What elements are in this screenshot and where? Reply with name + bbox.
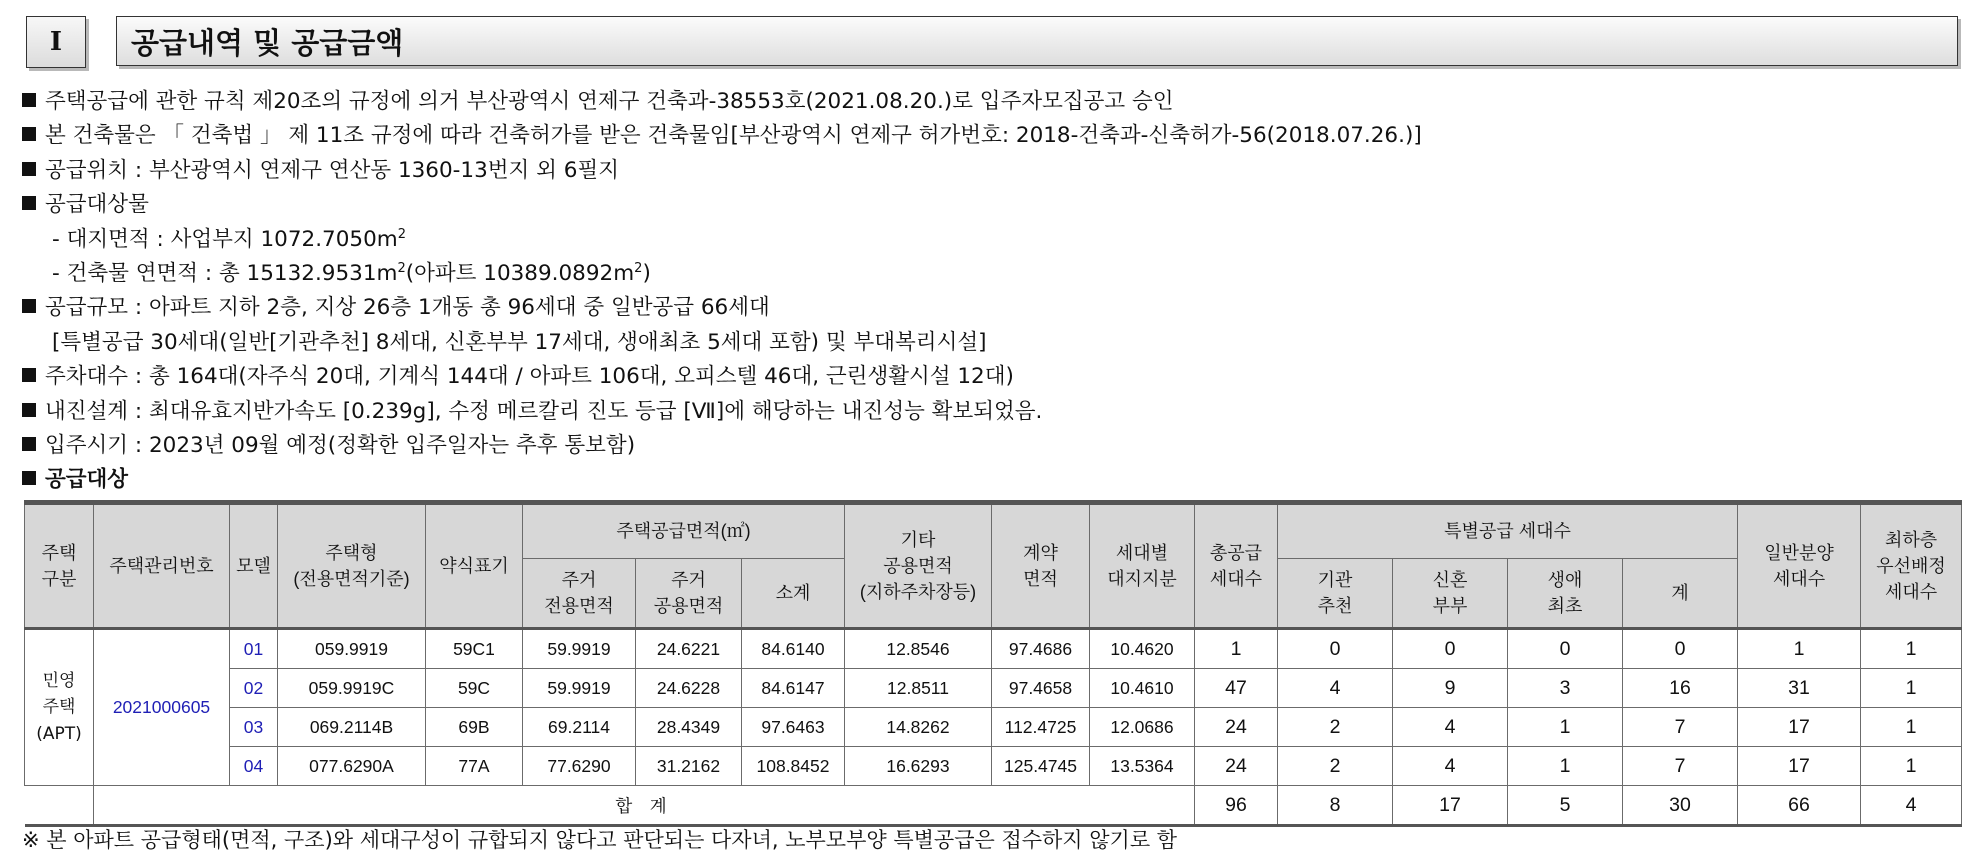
col-group-special-supply: 특별공급 세대수 [1278, 503, 1738, 559]
newlywed-cell: 9 [1393, 669, 1508, 708]
table-row [25, 708, 1962, 747]
col-lowest-floor-units: 최하층 우선배정 세대수 [1861, 503, 1962, 629]
supply-table [24, 500, 1962, 827]
lowest-floor-cell: 1 [1861, 747, 1962, 786]
institution-cell: 0 [1278, 629, 1393, 669]
col-special-sum: 계 [1623, 559, 1738, 629]
section-title: 공급내역 및 공급금액 [116, 16, 1958, 66]
model-cell: 02 [230, 669, 278, 708]
newlywed-sum: 17 [1393, 786, 1508, 826]
subtotal-cell: 84.6147 [742, 669, 845, 708]
land-share-cell: 10.4620 [1090, 629, 1195, 669]
other-area-cell: 14.8262 [845, 708, 992, 747]
general-units-sum: 66 [1738, 786, 1861, 826]
excl-area-cell: 69.2114 [523, 708, 636, 747]
other-area-cell: 16.6293 [845, 747, 992, 786]
other-area-cell: 12.8511 [845, 669, 992, 708]
abbr-cell: 69B [426, 708, 523, 747]
total-units-cell: 24 [1195, 747, 1278, 786]
model-cell: 03 [230, 708, 278, 747]
col-abbr: 약식표기 [426, 503, 523, 629]
col-institution: 기관 추천 [1278, 559, 1393, 629]
special-sum-cell: 7 [1623, 747, 1738, 786]
total-units-sum: 96 [1195, 786, 1278, 826]
site-area: - 대지면적 : 사업부지 $1072.7050m^2$ [52, 226, 406, 252]
institution-cell: 4 [1278, 669, 1393, 708]
footnote: ※ 본 아파트 공급형태(면적, 구조)와 세대구성이 규합되지 않다고 판단되는 다자녀, 노부모부양 특별공급은 접수하지 않기로 함 [22, 828, 1178, 852]
special-sum-cell: 7 [1623, 708, 1738, 747]
house-category-cell: 민영 주택 (APT) [25, 629, 94, 786]
special-sum-cell: 16 [1623, 669, 1738, 708]
bullet-parking: 주차대수 : 총 164대(자주식 20대, 기계식 144대 / 아파트 106대, 오피스텔 46대, 근린생활시설 12대) [22, 360, 1952, 394]
contract-area-cell: 97.4658 [992, 669, 1090, 708]
first-time-sum: 5 [1508, 786, 1623, 826]
house-type-cell: 059.9919 [278, 629, 426, 669]
total-row [25, 786, 1962, 826]
abbr-cell: 59C [426, 669, 523, 708]
table-row [25, 629, 1962, 669]
newlywed-cell: 4 [1393, 708, 1508, 747]
general-units-cell: 31 [1738, 669, 1861, 708]
lowest-floor-sum: 4 [1861, 786, 1962, 826]
table-row [25, 669, 1962, 708]
lowest-floor-cell: 1 [1861, 669, 1962, 708]
subtotal-cell: 108.8452 [742, 747, 845, 786]
contract-area-cell: 112.4725 [992, 708, 1090, 747]
abbr-cell: 77A [426, 747, 523, 786]
subtotal-cell: 84.6140 [742, 629, 845, 669]
lowest-floor-cell: 1 [1861, 708, 1962, 747]
bullet-approval: 주택공급에 관한 규칙 제20조의 규정에 의거 부산광역시 연제구 건축과-38553호(2021.08.20.)로 입주자모집공고 승인 [22, 85, 1952, 119]
section-number: I [26, 16, 86, 68]
first-time-cell: 3 [1508, 669, 1623, 708]
col-group-supply-area: 주택공급면적(㎡) [523, 503, 845, 559]
bullet-supply-object: 공급대상물 [22, 188, 1952, 222]
excl-area-cell: 59.9919 [523, 629, 636, 669]
general-units-cell: 17 [1738, 747, 1861, 786]
excl-area-cell: 59.9919 [523, 669, 636, 708]
col-excl-area: 주거 전용면적 [523, 559, 636, 629]
newlywed-cell: 0 [1393, 629, 1508, 669]
square-bullet-icon [22, 162, 36, 176]
col-newlywed: 신혼 부부 [1393, 559, 1508, 629]
bullet-move-in: 입주시기 : 2023년 09월 예정(정확한 입주일자는 추후 통보함) [22, 429, 1952, 463]
col-contract-area: 계약 면적 [992, 503, 1090, 629]
mgmt-no-cell: 2021000605 [94, 629, 230, 786]
col-house-type: 주택형 (전용면적기준) [278, 503, 426, 629]
bullet-building-permit: 본 건축물은 「 건축법 」 제 11조 규정에 따라 건축허가를 받은 건축물임[부산광역시 연제구 허가번호: 2018-건축과-신축허가-56(2018.07.26.)] [22, 119, 1952, 153]
col-general-units: 일반분양 세대수 [1738, 503, 1861, 629]
total-units-cell: 1 [1195, 629, 1278, 669]
col-subtotal: 소계 [742, 559, 845, 629]
col-common-area: 주거 공용면적 [636, 559, 742, 629]
first-time-cell: 1 [1508, 708, 1623, 747]
general-units-cell: 1 [1738, 629, 1861, 669]
contract-area-cell: 125.4745 [992, 747, 1090, 786]
square-bullet-icon [22, 403, 36, 417]
lowest-floor-cell: 1 [1861, 629, 1962, 669]
special-sum-cell: 0 [1623, 629, 1738, 669]
model-cell: 04 [230, 747, 278, 786]
total-units-cell: 47 [1195, 669, 1278, 708]
col-total-units: 총공급 세대수 [1195, 503, 1278, 629]
contract-area-cell: 97.4686 [992, 629, 1090, 669]
col-house-category: 주택 구분 [25, 503, 94, 629]
house-type-cell: 059.9919C [278, 669, 426, 708]
subtotal-cell: 97.6463 [742, 708, 845, 747]
bullet-location: 공급위치 : 부산광역시 연제구 연산동 1360-13번지 외 6필지 [22, 154, 1952, 188]
house-type-cell: 069.2114B [278, 708, 426, 747]
land-share-cell: 12.0686 [1090, 708, 1195, 747]
square-bullet-icon [22, 368, 36, 382]
institution-cell: 2 [1278, 747, 1393, 786]
bullet-supply-scale: 공급규모 : 아파트 지하 2층, 지상 26층 1개동 총 96세대 중 일반공급 66세대 [22, 291, 1952, 325]
excl-area-cell: 77.6290 [523, 747, 636, 786]
institution-cell: 2 [1278, 708, 1393, 747]
house-type-cell: 077.6290A [278, 747, 426, 786]
institution-sum: 8 [1278, 786, 1393, 826]
first-time-cell: 1 [1508, 747, 1623, 786]
square-bullet-icon [22, 471, 36, 485]
bullet-supply-target: 공급대상 [22, 463, 1952, 497]
col-other-common-area: 기타 공용면적 (지하주차장등) [845, 503, 992, 629]
newlywed-cell: 4 [1393, 747, 1508, 786]
model-cell: 01 [230, 629, 278, 669]
col-first-time: 생애 최초 [1508, 559, 1623, 629]
announcement-body [22, 85, 1952, 498]
col-land-share: 세대별 대지지분 [1090, 503, 1195, 629]
common-area-cell: 24.6221 [636, 629, 742, 669]
other-area-cell: 12.8546 [845, 629, 992, 669]
square-bullet-icon [22, 127, 36, 141]
total-label: 합 계 [94, 786, 1195, 826]
common-area-cell: 31.2162 [636, 747, 742, 786]
bullet-seismic: 내진설계 : 최대유효지반가속도 [0.239g], 수정 메르칼리 진도 등급 [Ⅶ]에 해당하는 내진성능 확보되었음. [22, 395, 1952, 429]
abbr-cell: 59C1 [426, 629, 523, 669]
square-bullet-icon [22, 196, 36, 210]
general-units-cell: 17 [1738, 708, 1861, 747]
special-supply-detail: [특별공급 30세대(일반[기관추천] 8세대, 신혼부부 17세대, 생애최초 5세대 포함) 및 부대복리시설] [52, 329, 987, 355]
square-bullet-icon [22, 299, 36, 313]
col-mgmt-no: 주택관리번호 [94, 503, 230, 629]
section-header [26, 16, 1961, 70]
table-row [25, 747, 1962, 786]
total-units-cell: 24 [1195, 708, 1278, 747]
land-share-cell: 10.4610 [1090, 669, 1195, 708]
square-bullet-icon [22, 93, 36, 107]
col-model: 모델 [230, 503, 278, 629]
common-area-cell: 28.4349 [636, 708, 742, 747]
special-sum-total: 30 [1623, 786, 1738, 826]
total-blank-cell [25, 786, 94, 826]
first-time-cell: 0 [1508, 629, 1623, 669]
land-share-cell: 13.5364 [1090, 747, 1195, 786]
gross-floor-area: - 건축물 연면적 : 총 $15132.9531m^2$(아파트 $10389.0892m^2$) [52, 260, 651, 286]
square-bullet-icon [22, 437, 36, 451]
common-area-cell: 24.6228 [636, 669, 742, 708]
